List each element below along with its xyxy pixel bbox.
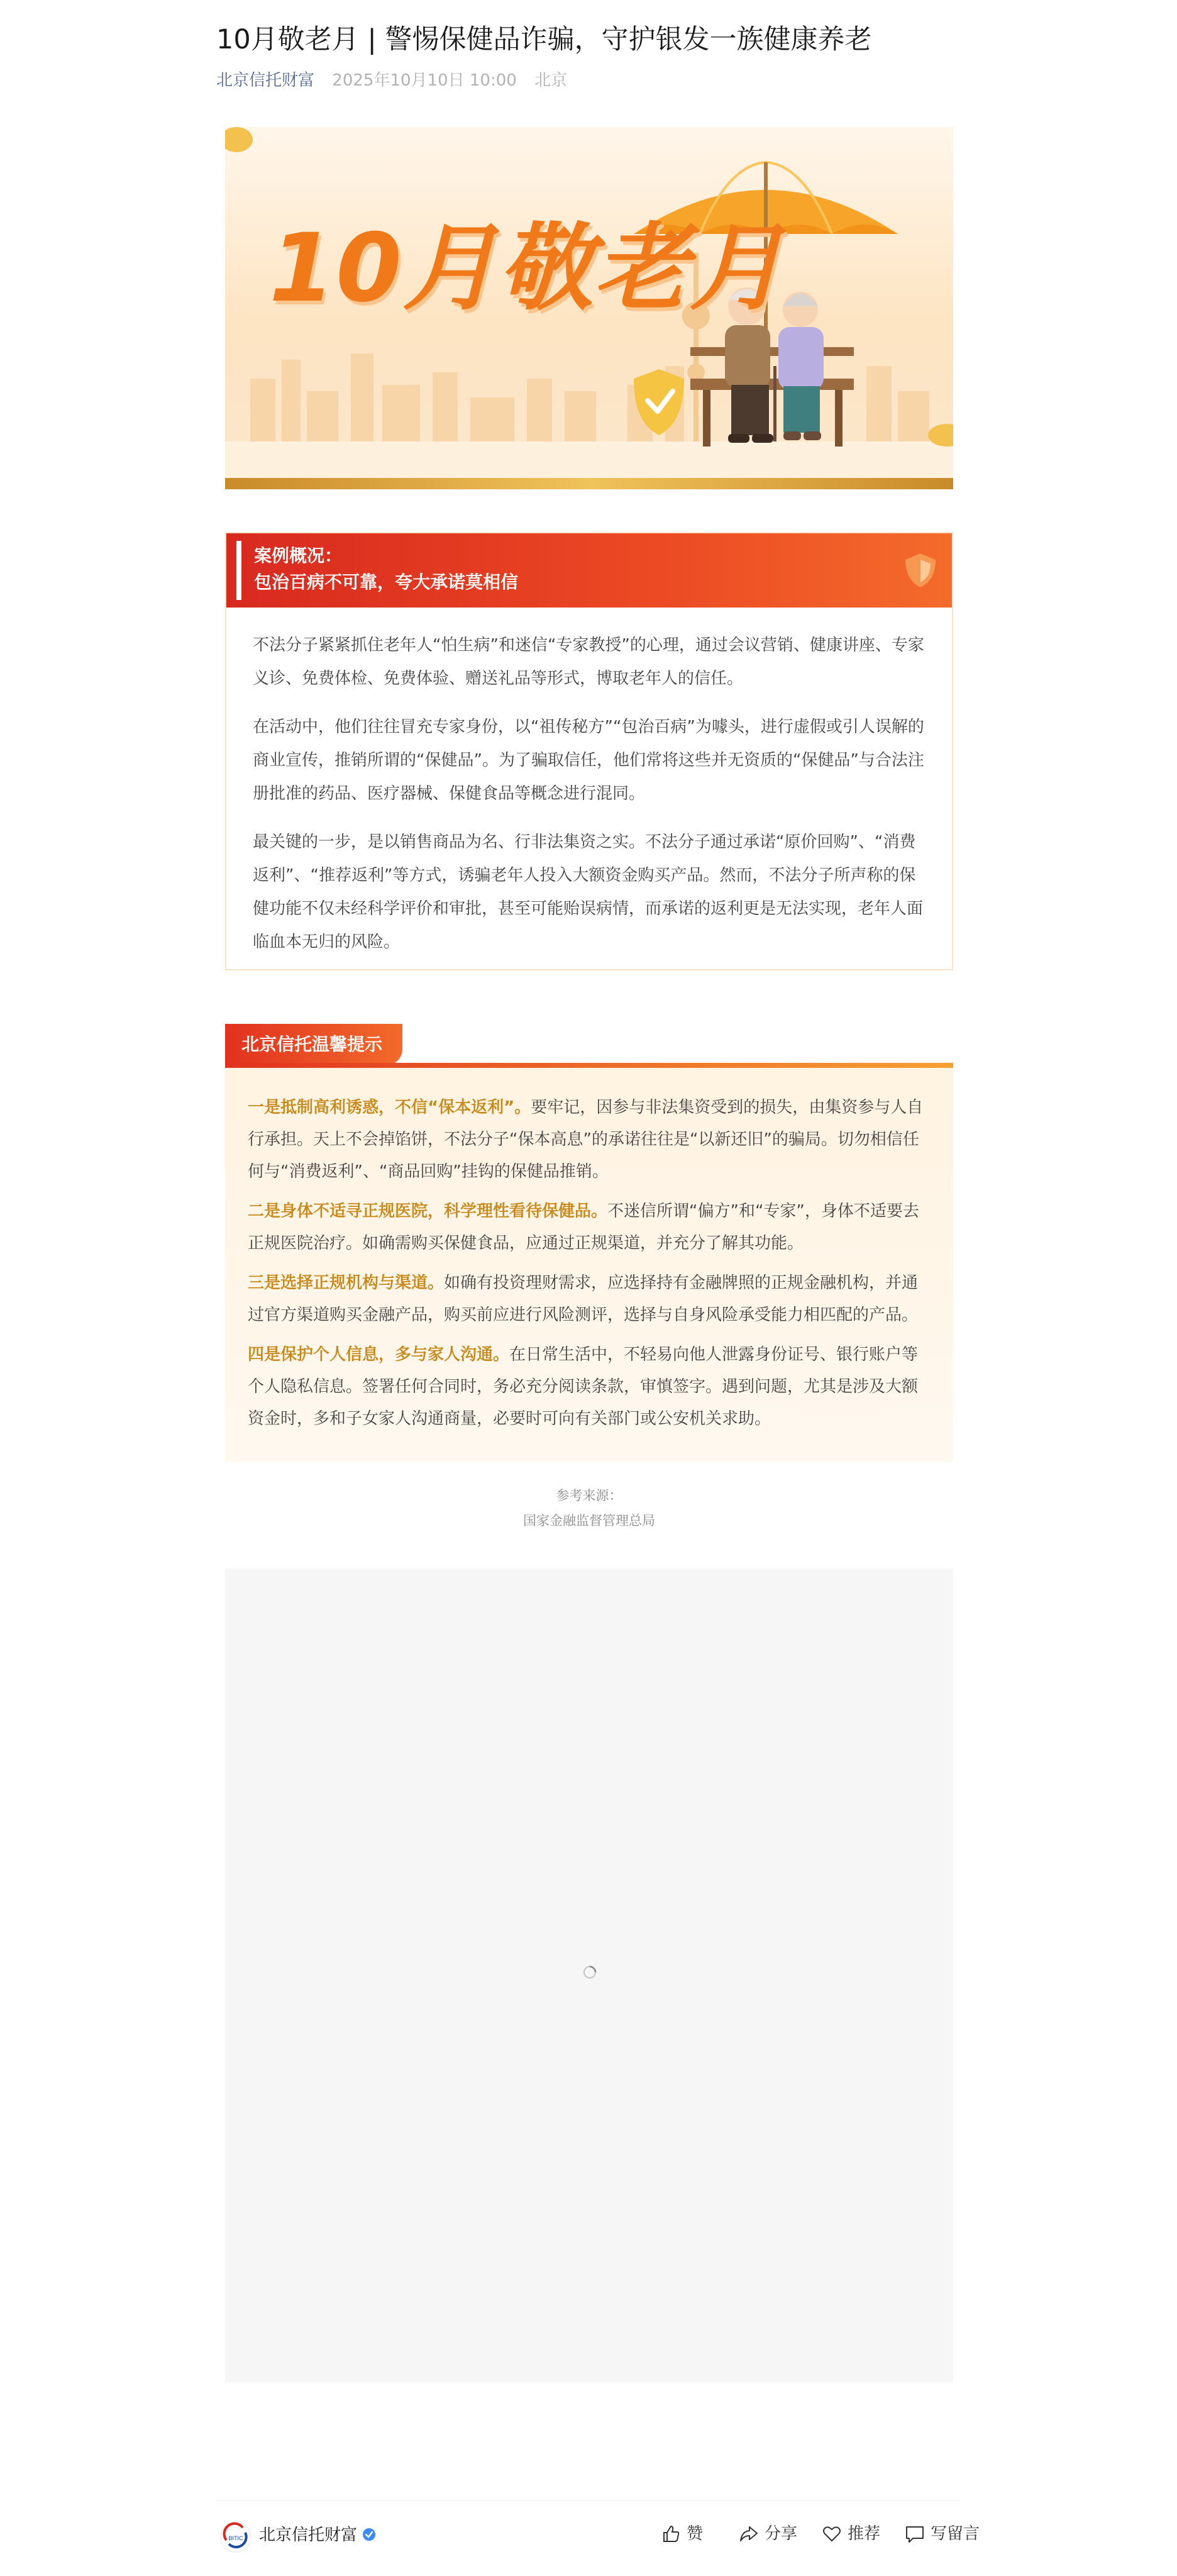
- tip-highlight: 一是抵制高利诱惑，不信“保本返利”。: [248, 1098, 531, 1117]
- share-button[interactable]: [738, 2521, 797, 2546]
- tips-list: [248, 1092, 927, 1443]
- article-meta: [216, 69, 567, 92]
- like-button[interactable]: [660, 2521, 703, 2546]
- case-header-bar: [236, 541, 241, 600]
- like-label: 赞: [687, 2524, 704, 2543]
- tip-item: [248, 1339, 927, 1435]
- tip-highlight: 三是选择正规机构与渠道。: [248, 1274, 445, 1292]
- case-paragraph: 不法分子紧紧抓住老年人“怕生病”和迷信“专家教授”的心理，通过会议营销、健康讲座、专家义诊、免费体检、免费体验、赠送礼品等形式，博取老年人的信任。: [253, 636, 924, 688]
- recommend-label: 推荐: [848, 2524, 881, 2543]
- share-label: 分享: [765, 2524, 798, 2543]
- article-footer: [216, 2501, 980, 2551]
- article-title: 10月敬老月 | 警惕保健品诈骗，守护银发一族健康养老: [216, 24, 872, 55]
- tip-item: [248, 1267, 927, 1331]
- case-paragraph: 在活动中，他们往往冒充专家身份，以“祖传秘方”“包治百病”为噱头，进行虚假或引人误解的商业宣传，推销所谓的“保健品”。为了骗取信任，他们常将这些并无资质的“保健品”与合法注册批准的药品、医疗器械、保健食品等概念进行混同。: [253, 718, 924, 803]
- case-body: [253, 629, 929, 974]
- tip-text: 不迷信所谓“偏方”和“专家”，身体不适要去正规医院治疗。如确需购买保健食品，应通过正规渠道，并充分了解其功能。: [248, 1202, 919, 1253]
- loading-image-placeholder: [225, 1568, 953, 2382]
- comment-button[interactable]: [904, 2521, 980, 2546]
- tips-tab-label: 北京信托温馨提示: [225, 1024, 402, 1065]
- shield-icon: [904, 552, 937, 589]
- case-paragraph: 最关键的一步，是以销售商品为名、行非法集资之实。不法分子通过承诺“原价回购”、“消费返利”、“推荐返利”等方式，诱骗老年人投入大额资金购买产品。然而，不法分子所声称的保健功能不仅未经科学评价和审批，甚至可能贻误病情，而承诺的返利更是无法实现，老年人面临血本无归的风险。: [253, 833, 924, 952]
- account-name[interactable]: 北京信托财富: [259, 2526, 358, 2545]
- source-label: 参考来源：: [556, 1488, 622, 1503]
- share-icon: [738, 2523, 760, 2545]
- tips-section: [225, 1024, 953, 1462]
- reference-source: [225, 1483, 953, 1533]
- case-header: [226, 533, 952, 608]
- tip-highlight: 二是身体不适寻正规医院，科学理性看待保健品。: [248, 1202, 608, 1221]
- source-name: 国家金融监督管理总局: [523, 1513, 655, 1528]
- avatar-logo-text: BITIC: [228, 2535, 243, 2541]
- tips-body: [225, 1068, 953, 1462]
- tip-text: 如确有投资理财需求，应选择持有金融牌照的正规金融机构，并通过官方渠道购买金融产品，购买前应进行风险测评，选择与自身风险承受能力相匹配的产品。: [248, 1274, 919, 1324]
- case-overview-card: [225, 532, 953, 970]
- banner-headline: 10月敬老月: [269, 214, 785, 323]
- author-link[interactable]: 北京信托财富: [216, 71, 315, 90]
- comment-label: 写留言: [931, 2524, 980, 2543]
- case-heading-label: 案例概况：: [254, 545, 343, 566]
- tip-text: 要牢记，因参与非法集资受到的损失，由集资参与人自行承担。天上不会掉馅饼，不法分子“保本高息”的承诺往往是“以新还旧”的骗局。切勿相信任何与“消费返利”、“商品回购”挂钩的保健品推销。: [248, 1098, 924, 1181]
- tips-divider: [225, 1063, 953, 1068]
- tip-item: [248, 1092, 927, 1188]
- banner-image: [225, 127, 953, 489]
- tip-item: [248, 1196, 927, 1260]
- tip-highlight: 四是保护个人信息，多与家人沟通。: [248, 1345, 510, 1364]
- case-heading-subtitle: 包治百病不可靠，夸大承诺莫相信: [254, 572, 519, 592]
- account-avatar[interactable]: [220, 2521, 251, 2553]
- publish-location: 北京: [534, 71, 568, 90]
- recommend-button[interactable]: [821, 2521, 880, 2546]
- thumbs-up-icon: [660, 2523, 682, 2545]
- comment-icon: [904, 2523, 926, 2545]
- loading-spinner-icon: [582, 1965, 597, 1980]
- publish-time: 2025年10月10日 10:00: [332, 71, 517, 90]
- heart-icon: [821, 2523, 843, 2545]
- banner-gold-strip: [225, 478, 953, 489]
- tip-text: 在日常生活中，不轻易向他人泄露身份证号、银行账户等个人隐私信息。签署任何合同时，务必充分阅读条款，审慎签字。遇到问题，尤其是涉及大额资金时，多和子女家人沟通商量，必要时可向有关部门或公安机关求助。: [248, 1345, 919, 1428]
- verified-icon: [362, 2528, 376, 2541]
